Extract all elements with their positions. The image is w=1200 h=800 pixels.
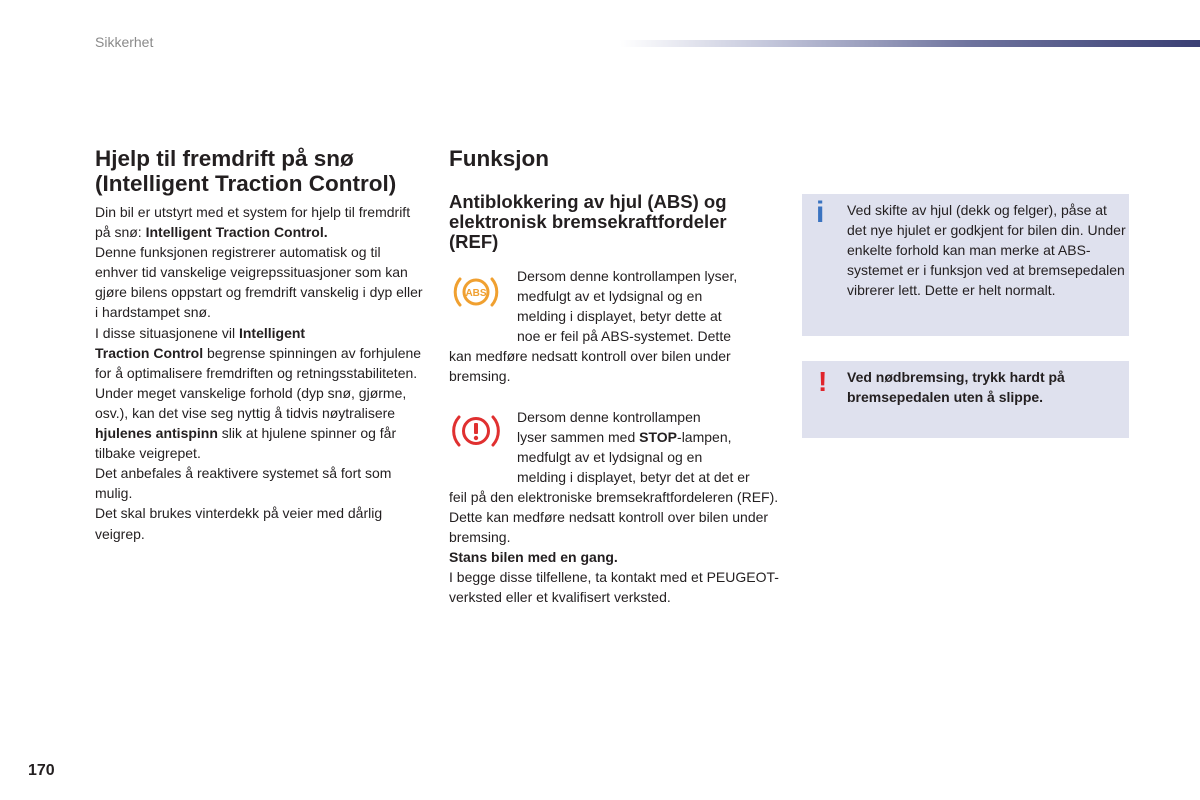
section-header: Sikkerhet [95,34,154,50]
left-column [95,146,425,544]
info-note-text: Ved skifte av hjul (dekk og felger), påse at det nye hjulet er godkjent for bilen din. Under enkelte forhold kan man merke at ABS-systemet er i funksjon ved at bremsepedalen vibrerer lett. Dette er helt normalt. [847,202,1126,299]
middle-column [449,146,779,608]
traction-paragraph: I disse situasjonene vil Intelligent Traction Control begrense spinningen av forhjulene for å optimalisere fremdriften og retningsstabiliteten. [95,324,422,381]
abs-warning-lamp-icon [451,272,501,312]
warning-note-text: Ved nødbremsing, trykk hardt på bremsepedalen uten å slippe. [847,369,1065,406]
info-icon: i [816,196,825,229]
traction-paragraph: Denne funksjonen registrerer automatisk og til enhver tid vanskelige veigrepssituasjoner som kan gjøre bilens oppstart og fremdrift vanskelig i dyp eller i hardstampet snø. [95,244,423,321]
function-heading: Funksjon [449,146,549,171]
traction-heading: Hjelp til fremdrift på snø (Intelligent Traction Control) [95,146,397,196]
info-note-box [802,194,1129,336]
traction-paragraph: Det anbefales å reaktivere systemet så fort som mulig. [95,465,392,502]
abs-warning-block: ABS Dersom denne kontrollampen lyser, medfulgt av et lydsignal og en melding i displayet, betyr dette at noe er feil på ABS-systemet. Dette kan medføre nedsatt kontroll over bilen under bremsing. [449,268,738,385]
contact-instruction: I begge disse tilfellene, ta kontakt med et PEUGEOT-verksted eller et kvalifisert verksted. [449,569,779,606]
traction-body [95,202,425,544]
traction-paragraph: Under meget vanskelige forhold (dyp snø, gjørme, osv.), kan det vise seg nyttig å tidvis nøytralisere hjulenes antispinn slik at hjulene spinner og får tilbake veigrepet. [95,384,407,462]
ref-warning-block: Dersom denne kontrollampen lyser sammen med STOP-lampen, medfulgt av et lydsignal og en melding i displayet, betyr det at det er feil på den elektroniske bremsekraftfordeleren (REF). Dette kan medføre nedsatt kontroll over bilen under bremsing. Stans bilen med en gang. I begge disse tilfellene, ta kontakt med et PEUGEOT-verksted eller et kvalifisert verksted. [449,407,779,608]
abs-ref-subheading: Antiblokkering av hjul (ABS) og elektronisk bremsekraftfordeler (REF) [449,191,727,252]
warning-note-box [802,361,1129,438]
traction-paragraph: Din bil er utstyrt med et system for hjelp til fremdrift på snø: Intelligent Traction Control. [95,204,411,241]
page-number: 170 [28,762,55,779]
traction-paragraph: Det skal brukes vinterdekk på veier med dårlig veigrep. [95,505,383,542]
stop-instruction: Stans bilen med en gang. [449,549,618,566]
abs-icon-text: ABS [465,288,487,299]
header-gradient-bar [620,40,1200,47]
brake-warning-lamp-icon [451,411,501,451]
exclamation-icon: ! [818,366,828,397]
